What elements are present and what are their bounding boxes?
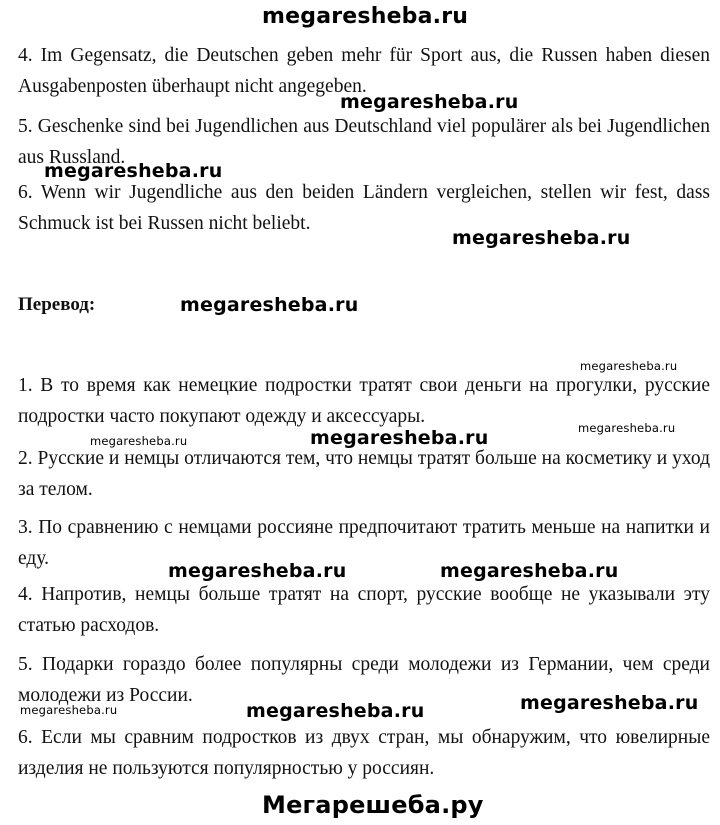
german-sentence-6: 6. Wenn wir Jugendliche aus den beiden Ländern vergleichen, stellen wir fest, dass Schmuck ist bei Russen nicht beliebt. bbox=[18, 182, 710, 234]
watermark: megaresheba.ru bbox=[340, 91, 519, 113]
header-watermark: megaresheba.ru bbox=[262, 4, 469, 29]
russian-sentence-5: 5. Подарки гораздо более популярны среди молодежи из Германии, чем среди молодежи из России. bbox=[18, 654, 710, 706]
watermark: megaresheba.ru bbox=[440, 560, 619, 582]
russian-sentence-6: 6. Если мы сравним подростков из двух стран, мы обнаружим, что ювелирные изделия не пользуются популярностью у россиян. bbox=[18, 727, 710, 779]
watermark-small: megaresheba.ru bbox=[578, 421, 676, 435]
russian-sentence-3: 3. По сравнению с немцами россияне предпочитают тратить меньше на напитки и еду. bbox=[18, 517, 710, 569]
watermark: megaresheba.ru bbox=[180, 294, 359, 316]
watermark: megaresheba.ru bbox=[452, 227, 631, 249]
watermark-small: megaresheba.ru bbox=[90, 434, 188, 448]
german-sentence-4: 4. Im Gegensatz, die Deutschen geben mehr für Sport aus, die Russen haben diesen Ausgabenposten überhaupt nicht angegeben. bbox=[18, 45, 710, 97]
watermark: megaresheba.ru bbox=[168, 560, 347, 582]
footer-watermark: Мегарешеба.ру bbox=[262, 791, 484, 819]
russian-sentence-1: 1. В то время как немецкие подростки тратят свои деньги на прогулки, русские подростки часто покупают одежду и аксессуары. bbox=[18, 375, 710, 427]
watermark-small: megaresheba.ru bbox=[580, 359, 678, 373]
translation-heading: Перевод: bbox=[18, 294, 96, 315]
watermark: megaresheba.ru bbox=[246, 700, 425, 722]
watermark: megaresheba.ru bbox=[44, 160, 223, 182]
watermark: megaresheba.ru bbox=[520, 692, 699, 714]
watermark: megaresheba.ru bbox=[310, 427, 489, 449]
russian-sentence-4: 4. Напротив, немцы больше тратят на спорт, русские вообще не указывали эту статью расходов. bbox=[18, 584, 710, 636]
watermark-small: megaresheba.ru bbox=[20, 703, 118, 717]
russian-sentence-2: 2. Русские и немцы отличаются тем, что немцы тратят больше на косметику и уход за телом. bbox=[18, 448, 710, 500]
german-sentence-5: 5. Geschenke sind bei Jugendlichen aus Deutschland viel populärer als bei Jugendlichen aus Russland. bbox=[18, 116, 710, 168]
